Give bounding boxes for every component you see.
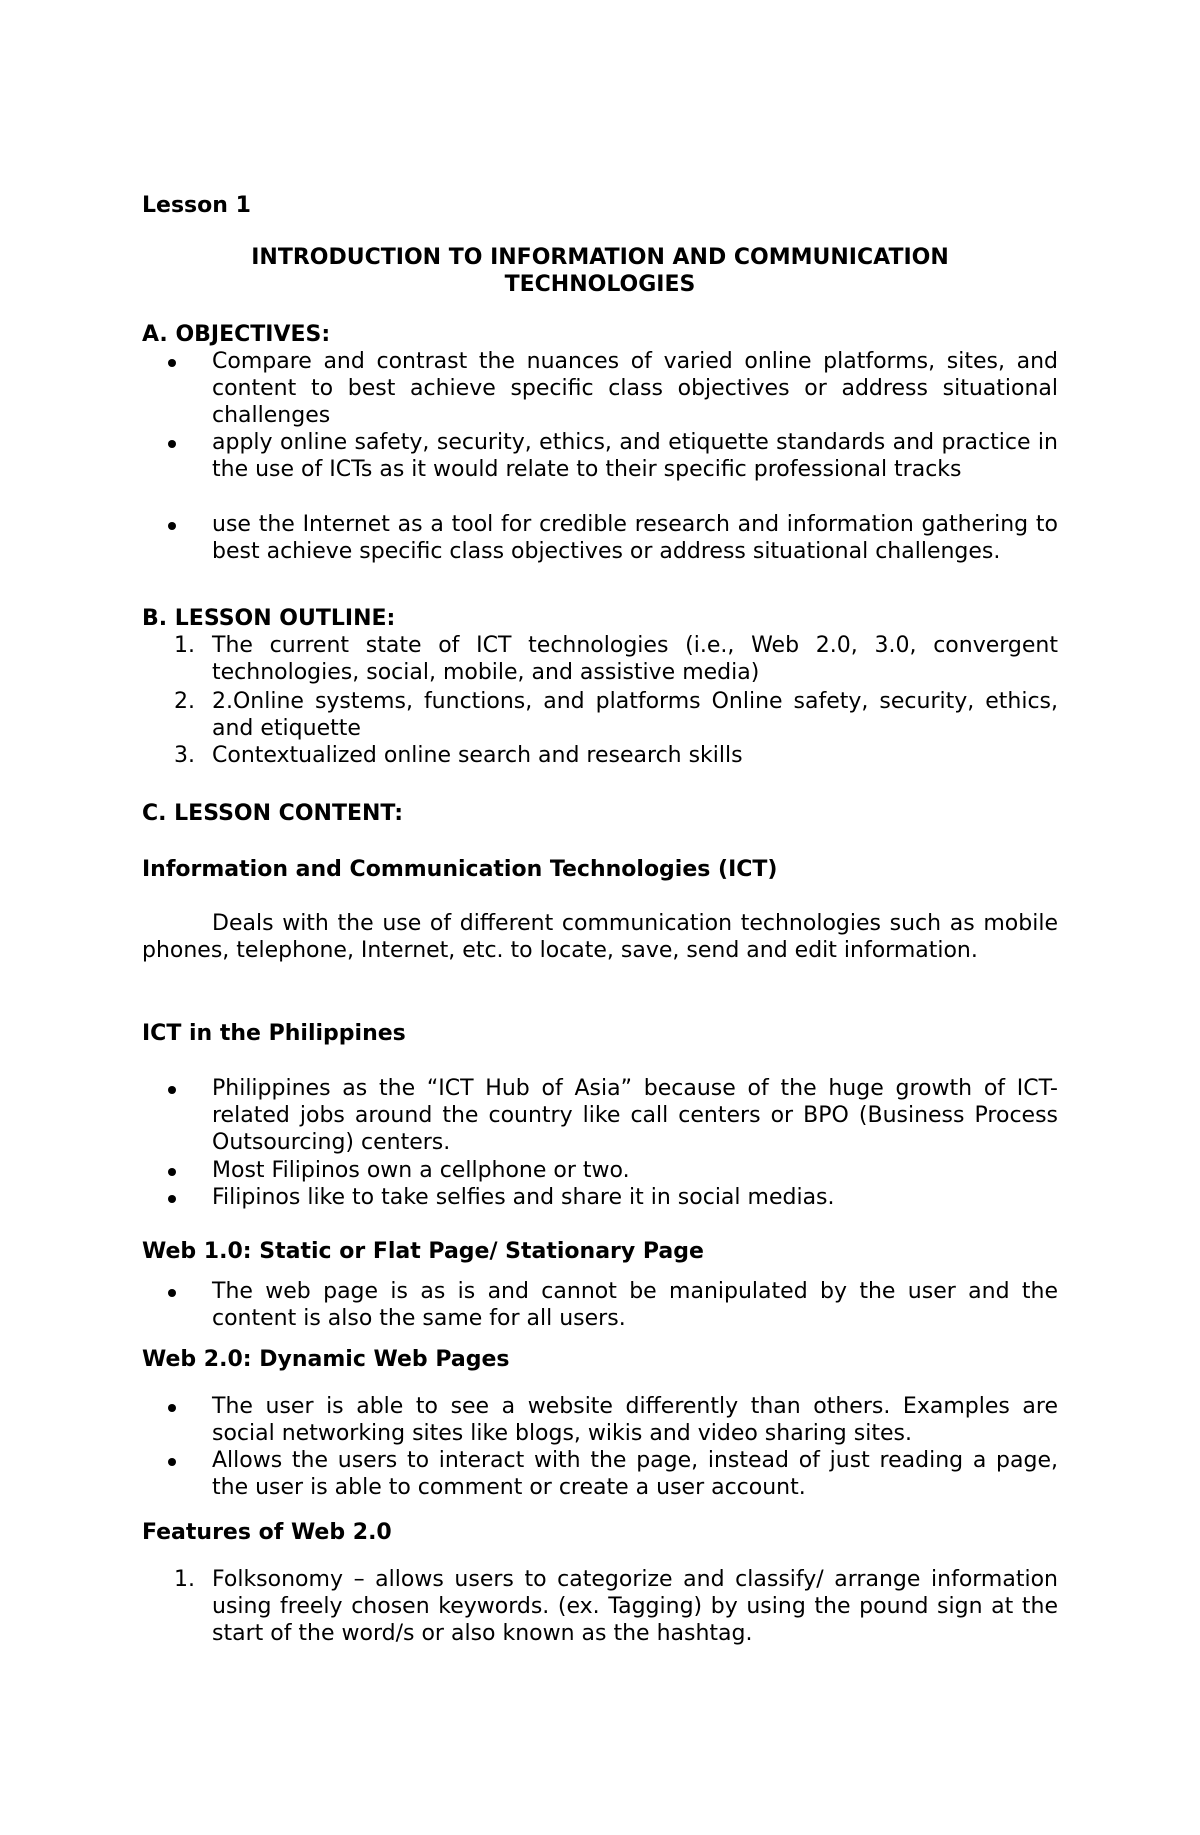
objective-text: apply online safety, security, ethics, and etiquette standards and practice in the use of ICTs as it would relate to their specific professional tracks <box>212 430 1058 482</box>
bullet-icon <box>168 1086 176 1094</box>
bullet-icon <box>168 359 176 367</box>
web1-text: The web page is as is and cannot be manipulated by the user and the content is also the same for all users. <box>212 1279 1058 1331</box>
web2-text: The user is able to see a website differently than others. Examples are social networking sites like blogs, wikis and video sharing sites. <box>212 1394 1058 1446</box>
ict-heading: Information and Communication Technologies (ICT) <box>142 857 778 882</box>
bullet-icon <box>168 1168 176 1176</box>
outline-number: 1. <box>174 633 195 658</box>
outline-text: The current state of ICT technologies (i.e., Web 2.0, 3.0, convergent technologies, social, mobile, and assistive media) <box>212 633 1058 685</box>
outline-heading: B. LESSON OUTLINE: <box>142 606 396 631</box>
bullet-icon <box>168 1458 176 1466</box>
ph-text: Most Filipinos own a cellphone or two. <box>212 1158 630 1183</box>
bullet-icon <box>168 522 176 530</box>
bullet-icon <box>168 1289 176 1297</box>
outline-number: 3. <box>174 743 195 768</box>
bullet-icon <box>168 1195 176 1203</box>
web2-text: Allows the users to interact with the page, instead of just reading a page, the user is able to comment or create a user account. <box>212 1448 1058 1500</box>
bullet-icon <box>168 440 176 448</box>
features-number: 1. <box>174 1567 195 1592</box>
web2-heading: Web 2.0: Dynamic Web Pages <box>142 1347 510 1372</box>
ict-paragraph: Deals with the use of different communication technologies such as mobile phones, telephone, Internet, etc. to locate, save, send and edit information. <box>142 911 1058 963</box>
bullet-icon <box>168 1404 176 1412</box>
ph-text: Filipinos like to take selfies and share it in social medias. <box>212 1185 835 1210</box>
ph-text: Philippines as the “ICT Hub of Asia” because of the huge growth of ICT-related jobs around the country like call centers or BPO (Business Process Outsourcing) centers. <box>212 1076 1058 1155</box>
content-heading: C. LESSON CONTENT: <box>142 801 403 826</box>
outline-text: 2.Online systems, functions, and platforms Online safety, security, ethics, and etiquette <box>212 689 1058 741</box>
lesson-label: Lesson 1 <box>142 193 251 218</box>
title-line-2: TECHNOLOGIES <box>504 272 696 297</box>
objectives-heading: A. OBJECTIVES: <box>142 322 331 347</box>
objective-text: use the Internet as a tool for credible research and information gathering to best achieve specific class objectives or address situational challenges. <box>212 512 1058 564</box>
objective-text: Compare and contrast the nuances of varied online platforms, sites, and content to best achieve specific class objectives or address situational challenges <box>212 349 1058 428</box>
features-heading: Features of Web 2.0 <box>142 1520 392 1545</box>
features-text: Folksonomy – allows users to categorize and classify/ arrange information using freely chosen keywords. (ex. Tagging) by using the pound sign at the start of the word/s or also known as the hashtag. <box>212 1567 1058 1646</box>
outline-number: 2. <box>174 689 195 714</box>
ph-heading: ICT in the Philippines <box>142 1021 406 1046</box>
web1-heading: Web 1.0: Static or Flat Page/ Stationary Page <box>142 1239 704 1264</box>
outline-text: Contextualized online search and research skills <box>212 743 743 768</box>
title-line-1: INTRODUCTION TO INFORMATION AND COMMUNICATION <box>251 245 949 270</box>
